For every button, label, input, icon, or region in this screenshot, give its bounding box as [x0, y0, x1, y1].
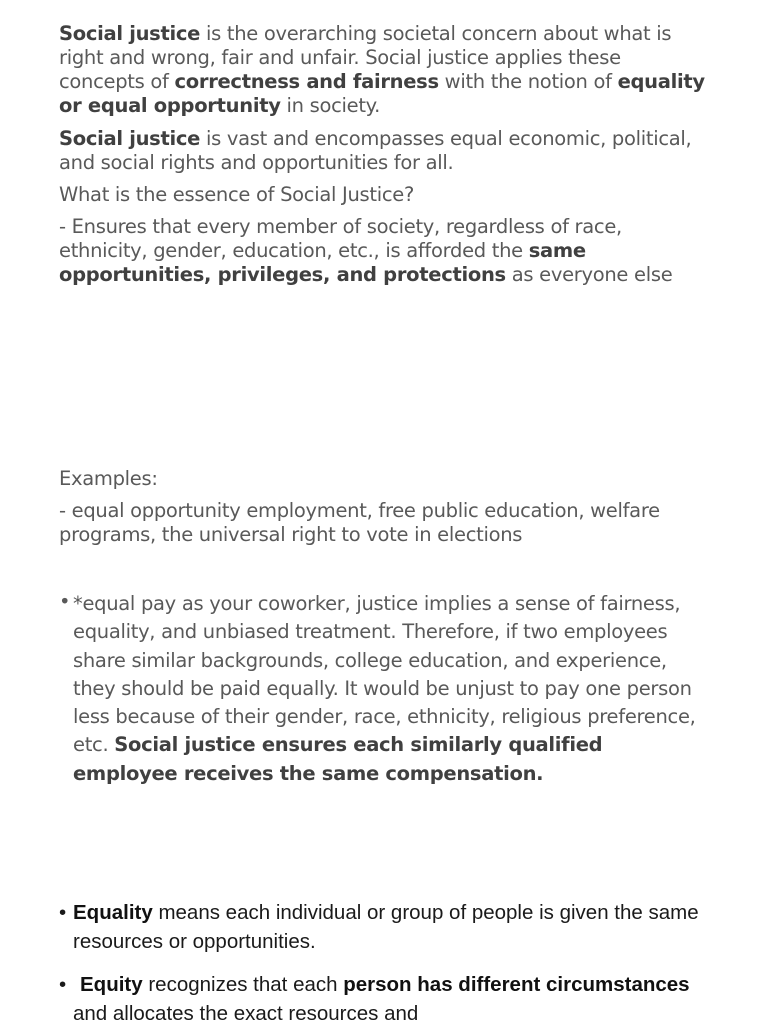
bold-term: Social justice	[59, 127, 201, 150]
bold-term: Equality	[73, 901, 153, 924]
bullet-equity	[73, 971, 713, 1028]
text-run: and allocates the exact resources and	[73, 1001, 419, 1025]
bullet-equal-pay	[73, 590, 713, 788]
bullet-marker: •	[59, 590, 71, 613]
text-run: as everyone else	[505, 263, 673, 286]
bold-term: correctness and fairness	[174, 70, 439, 93]
text-run: is the overarching societal concern about what is right and wrong, fair and unfair. Social justice applies these concepts of	[59, 22, 672, 93]
bold-term: Social justice ensures each similarly qualified employee receives the same compensation.	[73, 733, 603, 785]
bold-term: Equity	[80, 973, 143, 996]
paragraph-social-justice-definition	[59, 22, 711, 118]
paragraph-essence	[59, 215, 711, 287]
bold-term: Social justice	[59, 22, 201, 45]
question-heading: What is the essence of Social Justice?	[59, 183, 415, 206]
bullet-marker: •	[59, 973, 67, 996]
bullet-marker: •	[59, 901, 67, 924]
examples-label: Examples:	[59, 467, 158, 490]
bold-term: same opportunities, privileges, and protections	[59, 239, 586, 286]
text-run: means each individual or group of people is given the same resources or opportunities.	[73, 901, 699, 953]
text-run: with the notion of	[438, 70, 618, 93]
examples-text: - equal opportunity employment, free public education, welfare programs, the universal right to vote in elections	[59, 499, 660, 546]
text-run: - Ensures that every member of society, regardless of race, ethnicity, gender, education, etc., is afforded the	[59, 215, 622, 262]
paragraph-social-justice-scope	[59, 127, 711, 175]
bullet-equality	[73, 899, 713, 956]
bold-term: equality or equal opportunity	[59, 70, 705, 117]
bold-term: person has different circumstances	[343, 973, 690, 996]
text-run: in society.	[280, 94, 381, 117]
text-run: is vast and encompasses equal economic, political, and social rights and opportunities for all.	[59, 127, 692, 174]
text-run: recognizes that each	[142, 973, 344, 996]
text-run: *equal pay as your coworker, justice implies a sense of fairness, equality, and unbiased treatment. Therefore, if two employees share similar backgrounds, college education, and experience, they should be paid equally. It would be unjust to pay one person less because of their gender, race, ethnicity, religious preference, etc.	[73, 592, 696, 757]
